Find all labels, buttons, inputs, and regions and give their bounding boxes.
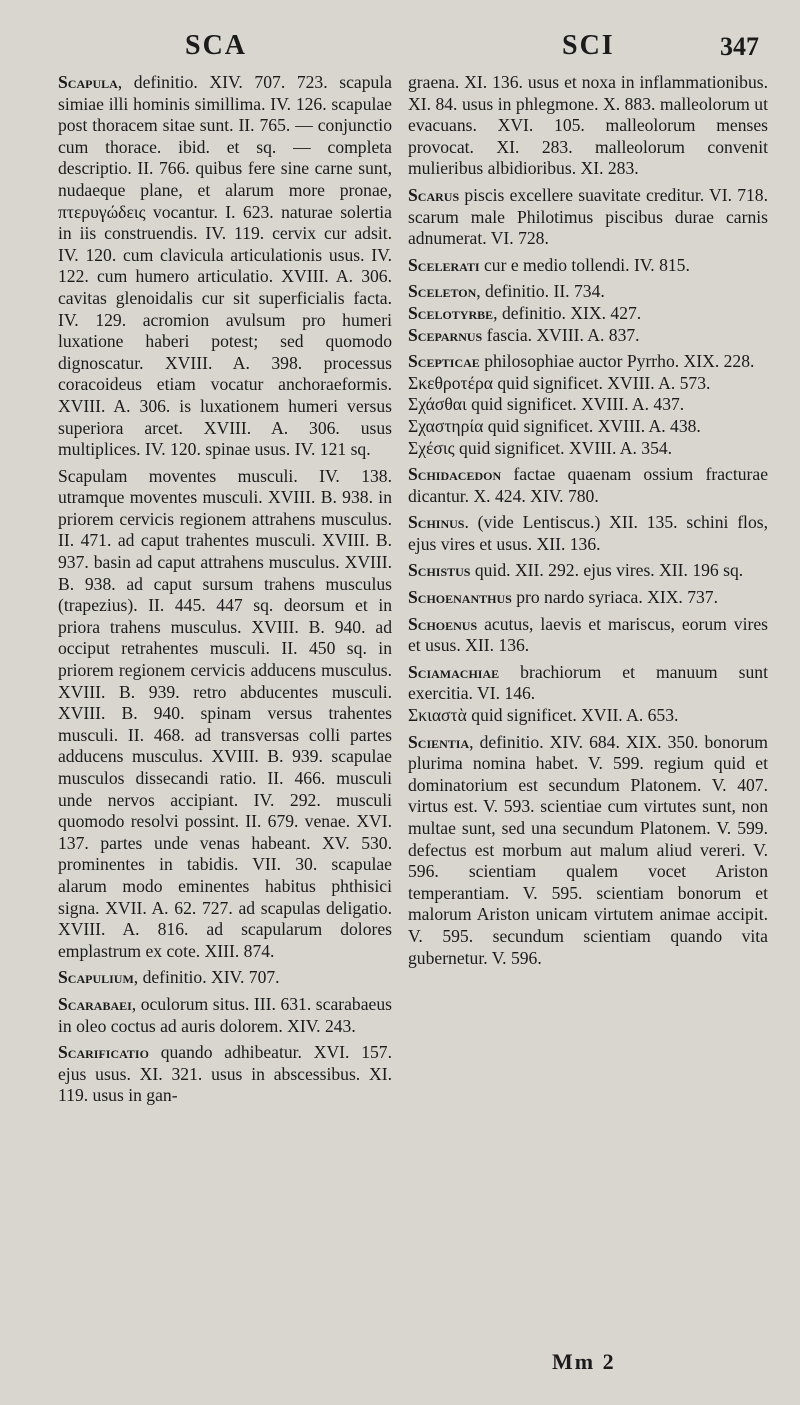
entry-scapula: Scapula, definitio. XIV. 707. 723. scapula simiae illi hominis simillima. IV. 126. scapulae post thoracem sitae sunt. II. 765. — conjunctio cum thorace. ibid. et sq. — completa descriptio. II. 766. quibus fere sine carne sunt, nudaeque plane, et alarum more pronae, πτερυγώδεις vocantur. I. 623. naturae solertia in iis construendis. IV. 119. cervix cur adsit. IV. 120. cum clavicula articulationis usus. IV. 122. cum humero articulatio. XVIII. A. 306. cavitas glenoidalis cur sit superficialis facta. IV. 129. acromion avulsum pro humeri luxatione haberi potest; sed quomodo dignoscatur. XVIII. A. 398. processus coracoideus etiam vocatur anchoraeformis. XVIII. A. 306. is luxationem humeri versus superiora arcet. XVIII. A. 306. usus multiplices. IV. 120. spinae usus. IV. 121 sq. (58, 72, 392, 460)
entry-schoenanthus: Schoenanthus pro nardo syriaca. XIX. 737. (408, 587, 718, 608)
entry-skethrotera: Σκεθροτέρα quid significet. XVIII. A. 573. (408, 372, 711, 393)
entry-scelerati: Scelerati cur e medio tollendi. IV. 815. (408, 254, 690, 275)
entry-scepticae: Scepticae philosophiae auctor Pyrrho. XIX. 228. (408, 351, 755, 372)
page-number: 347 (720, 32, 759, 61)
left-column (58, 72, 392, 1107)
running-header (0, 24, 800, 64)
entry-schidacedon: Schidacedon factae quaenam ossium fracturae dicantur. X. 424. XIV. 780. (408, 464, 768, 506)
entry-schasteria: Σχαστηρία quid significet. XVIII. A. 438. (408, 415, 701, 436)
entry-skiasta: Σκιαστὰ quid significet. XVII. A. 653. (408, 705, 679, 726)
entry-scientia: Scientia, definitio. XIV. 684. XIX. 350. bonorum plurima nomina habet. V. 599. regium quid et dominatorium est secundum Platonem. V. 407. virtus est. V. 593. scientiae cum virtutes sunt, non multae sunt, sed una secundum Platonem. V. 599. defectus est morbum aut malum aliud vereri. V. 596. scientiam qualem vocet Ariston temperantiam. V. 595. scientiam bonorum et malorum Ariston unicam virtutem animae accipit. V. 595. secundum scientiam quando vita gubernetur. V. 596. (408, 731, 768, 968)
entry-scarificatio: Scarificatio quando adhibeatur. XVI. 157. ejus usus. XI. 321. usus in abscessibus. XI. 119. usus in gan- (58, 1042, 392, 1106)
entry-sceleton: Sceleton, definitio. II. 734. (408, 281, 605, 302)
entry-scarabaei: Scarabaei, oculorum situs. III. 631. scarabaeus in oleo coctus ad auris dolorem. XIV. 243. (58, 993, 392, 1036)
entry-schistus: Schistus quid. XII. 292. ejus vires. XII. 196 sq. (408, 560, 744, 581)
entry-scapulium: Scapulium, definitio. XIV. 707. (58, 967, 280, 988)
header-left-word: SCA (185, 30, 248, 61)
entry-schasthai: Σχάσθαι quid significet. XVIII. A. 437. (408, 394, 685, 415)
entry-scapulam-moventes: Scapulam moventes musculi. IV. 138. utramque moventes musculi. XVIII. B. 938. in priorem cervicis regionem attrahens musculus. II. 471. ad caput trahentes musculi. XVIII. B. 937. basin ad caput attrahens musculus. XVIII. B. 938. ad caput sursum trahens musculus (trapezius). II. 445. 447 sq. deorsum et in priora trahens musculus. XVIII. B. 940. ad occiput retrahentes musculi. II. 450 sq. in priorem regionem cervicis adducens musculus. XVIII. B. 939. retro abducentes musculi. XVIII. B. 940. spinam versus trahentes musculi. II. 468. ad transversas colli partes adducens musculus. XVIII. B. 939. scapulae musculos dissecandi ratio. II. 466. musculi unde nervos accipiant. IV. 292. musculi quomodo resolvi possint. II. 679. venae. XVI. 137. partes unde venas habeant. XV. 530. prominentes in tabidis. VII. 30. scapulae alarum modo eminentes habitus phthisici signa. XVII. A. 62. 727. ad scapulas deligatio. XVIII. A. 816. ad scapularum dolores emplastrum ex cote. XIII. 874. (58, 465, 392, 961)
right-column (408, 72, 768, 969)
entry-sciamachiae: Sciamachiae brachiorum et manuum sunt exercitia. VI. 146. (408, 661, 768, 704)
entry-sceparnus: Sceparnus fascia. XVIII. A. 837. (408, 324, 640, 345)
entry-schoenus: Schoenus acutus, laevis et mariscus, eorum vires et usus. XII. 136. (408, 613, 768, 656)
entry-scarus: Scarus piscis excellere suavitate creditur. VI. 718. scarum male Philotimus piscibus durae carnis adnumerat. VI. 728. (408, 184, 768, 249)
header-right-word: SCI (562, 30, 615, 61)
entry-scelotyrbe: Scelotyrbe, definitio. XIX. 427. (408, 302, 642, 323)
entry-schinus: Schinus. (vide Lentiscus.) XII. 135. schini flos, ejus vires et usus. XII. 136. (408, 512, 768, 554)
entry-scarificatio-cont: graena. XI. 136. usus et noxa in inflammationibus. XI. 84. usus in phlegmone. X. 883. malleolorum ut evacuans. XVI. 105. malleolorum menses provocat. XI. 283. malleolorum convenit mulieribus albidioribus. XI. 283. (408, 72, 768, 179)
entry-schesis: Σχέσις quid significet. XVIII. A. 354. (408, 437, 673, 458)
signature-mark: Mm 2 (552, 1349, 616, 1374)
